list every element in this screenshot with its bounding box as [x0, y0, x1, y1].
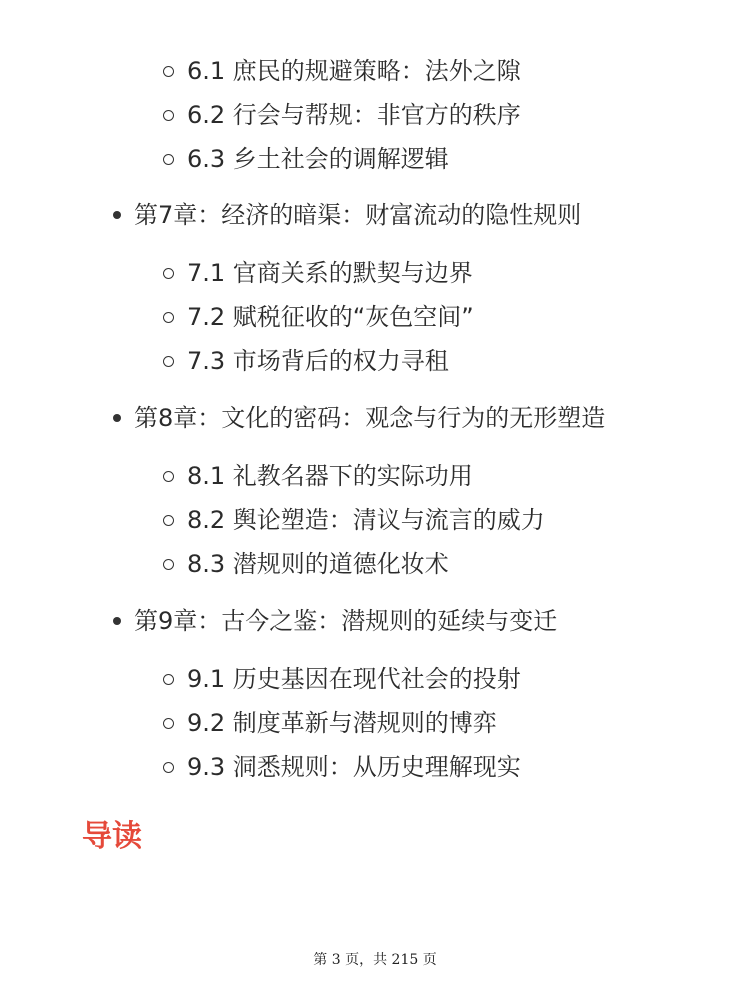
- toc-item-text: 9.1 历史基因在现代社会的投射: [187, 665, 521, 693]
- hollow-bullet-icon: [163, 110, 174, 121]
- toc-item: [163, 255, 473, 291]
- hollow-bullet-icon: [163, 515, 174, 526]
- filled-bullet-icon: [113, 211, 121, 219]
- hollow-bullet-icon: [163, 674, 174, 685]
- toc-item: [163, 502, 545, 538]
- toc-item: [163, 705, 497, 741]
- toc-item-text: 9.3 洞悉规则：从历史理解现实: [187, 753, 521, 781]
- toc-item: [163, 141, 449, 177]
- toc-item-text: 6.1 庶民的规避策略：法外之隙: [187, 57, 521, 85]
- hollow-bullet-icon: [163, 471, 174, 482]
- toc-chapter-text: 第8章：文化的密码：观念与行为的无形塑造: [134, 404, 606, 432]
- toc-item-text: 8.3 潜规则的道德化妆术: [187, 550, 449, 578]
- toc-item: [163, 343, 449, 379]
- toc-item-text: 6.2 行会与帮规：非官方的秩序: [187, 101, 521, 129]
- toc-item-text: 9.2 制度革新与潜规则的博弈: [187, 709, 497, 737]
- hollow-bullet-icon: [163, 559, 174, 570]
- hollow-bullet-icon: [163, 356, 174, 367]
- hollow-bullet-icon: [163, 66, 174, 77]
- toc-item: [163, 749, 521, 785]
- hollow-bullet-icon: [163, 154, 174, 165]
- toc-item-text: 7.2 赋税征收的“灰色空间”: [187, 303, 474, 331]
- hollow-bullet-icon: [163, 312, 174, 323]
- section-heading: 导读: [82, 819, 142, 854]
- toc-chapter-text: 第9章：古今之鉴：潜规则的延续与变迁: [134, 607, 558, 635]
- toc-item-text: 7.3 市场背后的权力寻租: [187, 347, 449, 375]
- toc-item-text: 8.1 礼教名器下的实际功用: [187, 462, 473, 490]
- toc-item: [163, 97, 521, 133]
- toc-item: [163, 546, 449, 582]
- toc-item-text: 6.3 乡土社会的调解逻辑: [187, 145, 449, 173]
- filled-bullet-icon: [113, 414, 121, 422]
- toc-chapter: [113, 603, 557, 639]
- toc-item: [163, 458, 473, 494]
- toc-chapter: [113, 197, 581, 233]
- toc-item: [163, 299, 474, 335]
- hollow-bullet-icon: [163, 762, 174, 773]
- toc-item-text: 7.1 官商关系的默契与边界: [187, 259, 473, 287]
- toc-item: [163, 53, 521, 89]
- page-footer: 第 3 页，共 215 页: [313, 952, 437, 968]
- hollow-bullet-icon: [163, 268, 174, 279]
- toc-item-text: 8.2 舆论塑造：清议与流言的威力: [187, 506, 545, 534]
- toc-item: [163, 661, 521, 697]
- toc-chapter: [113, 400, 605, 436]
- toc-chapter-text: 第7章：经济的暗渠：财富流动的隐性规则: [134, 201, 582, 229]
- filled-bullet-icon: [113, 617, 121, 625]
- hollow-bullet-icon: [163, 718, 174, 729]
